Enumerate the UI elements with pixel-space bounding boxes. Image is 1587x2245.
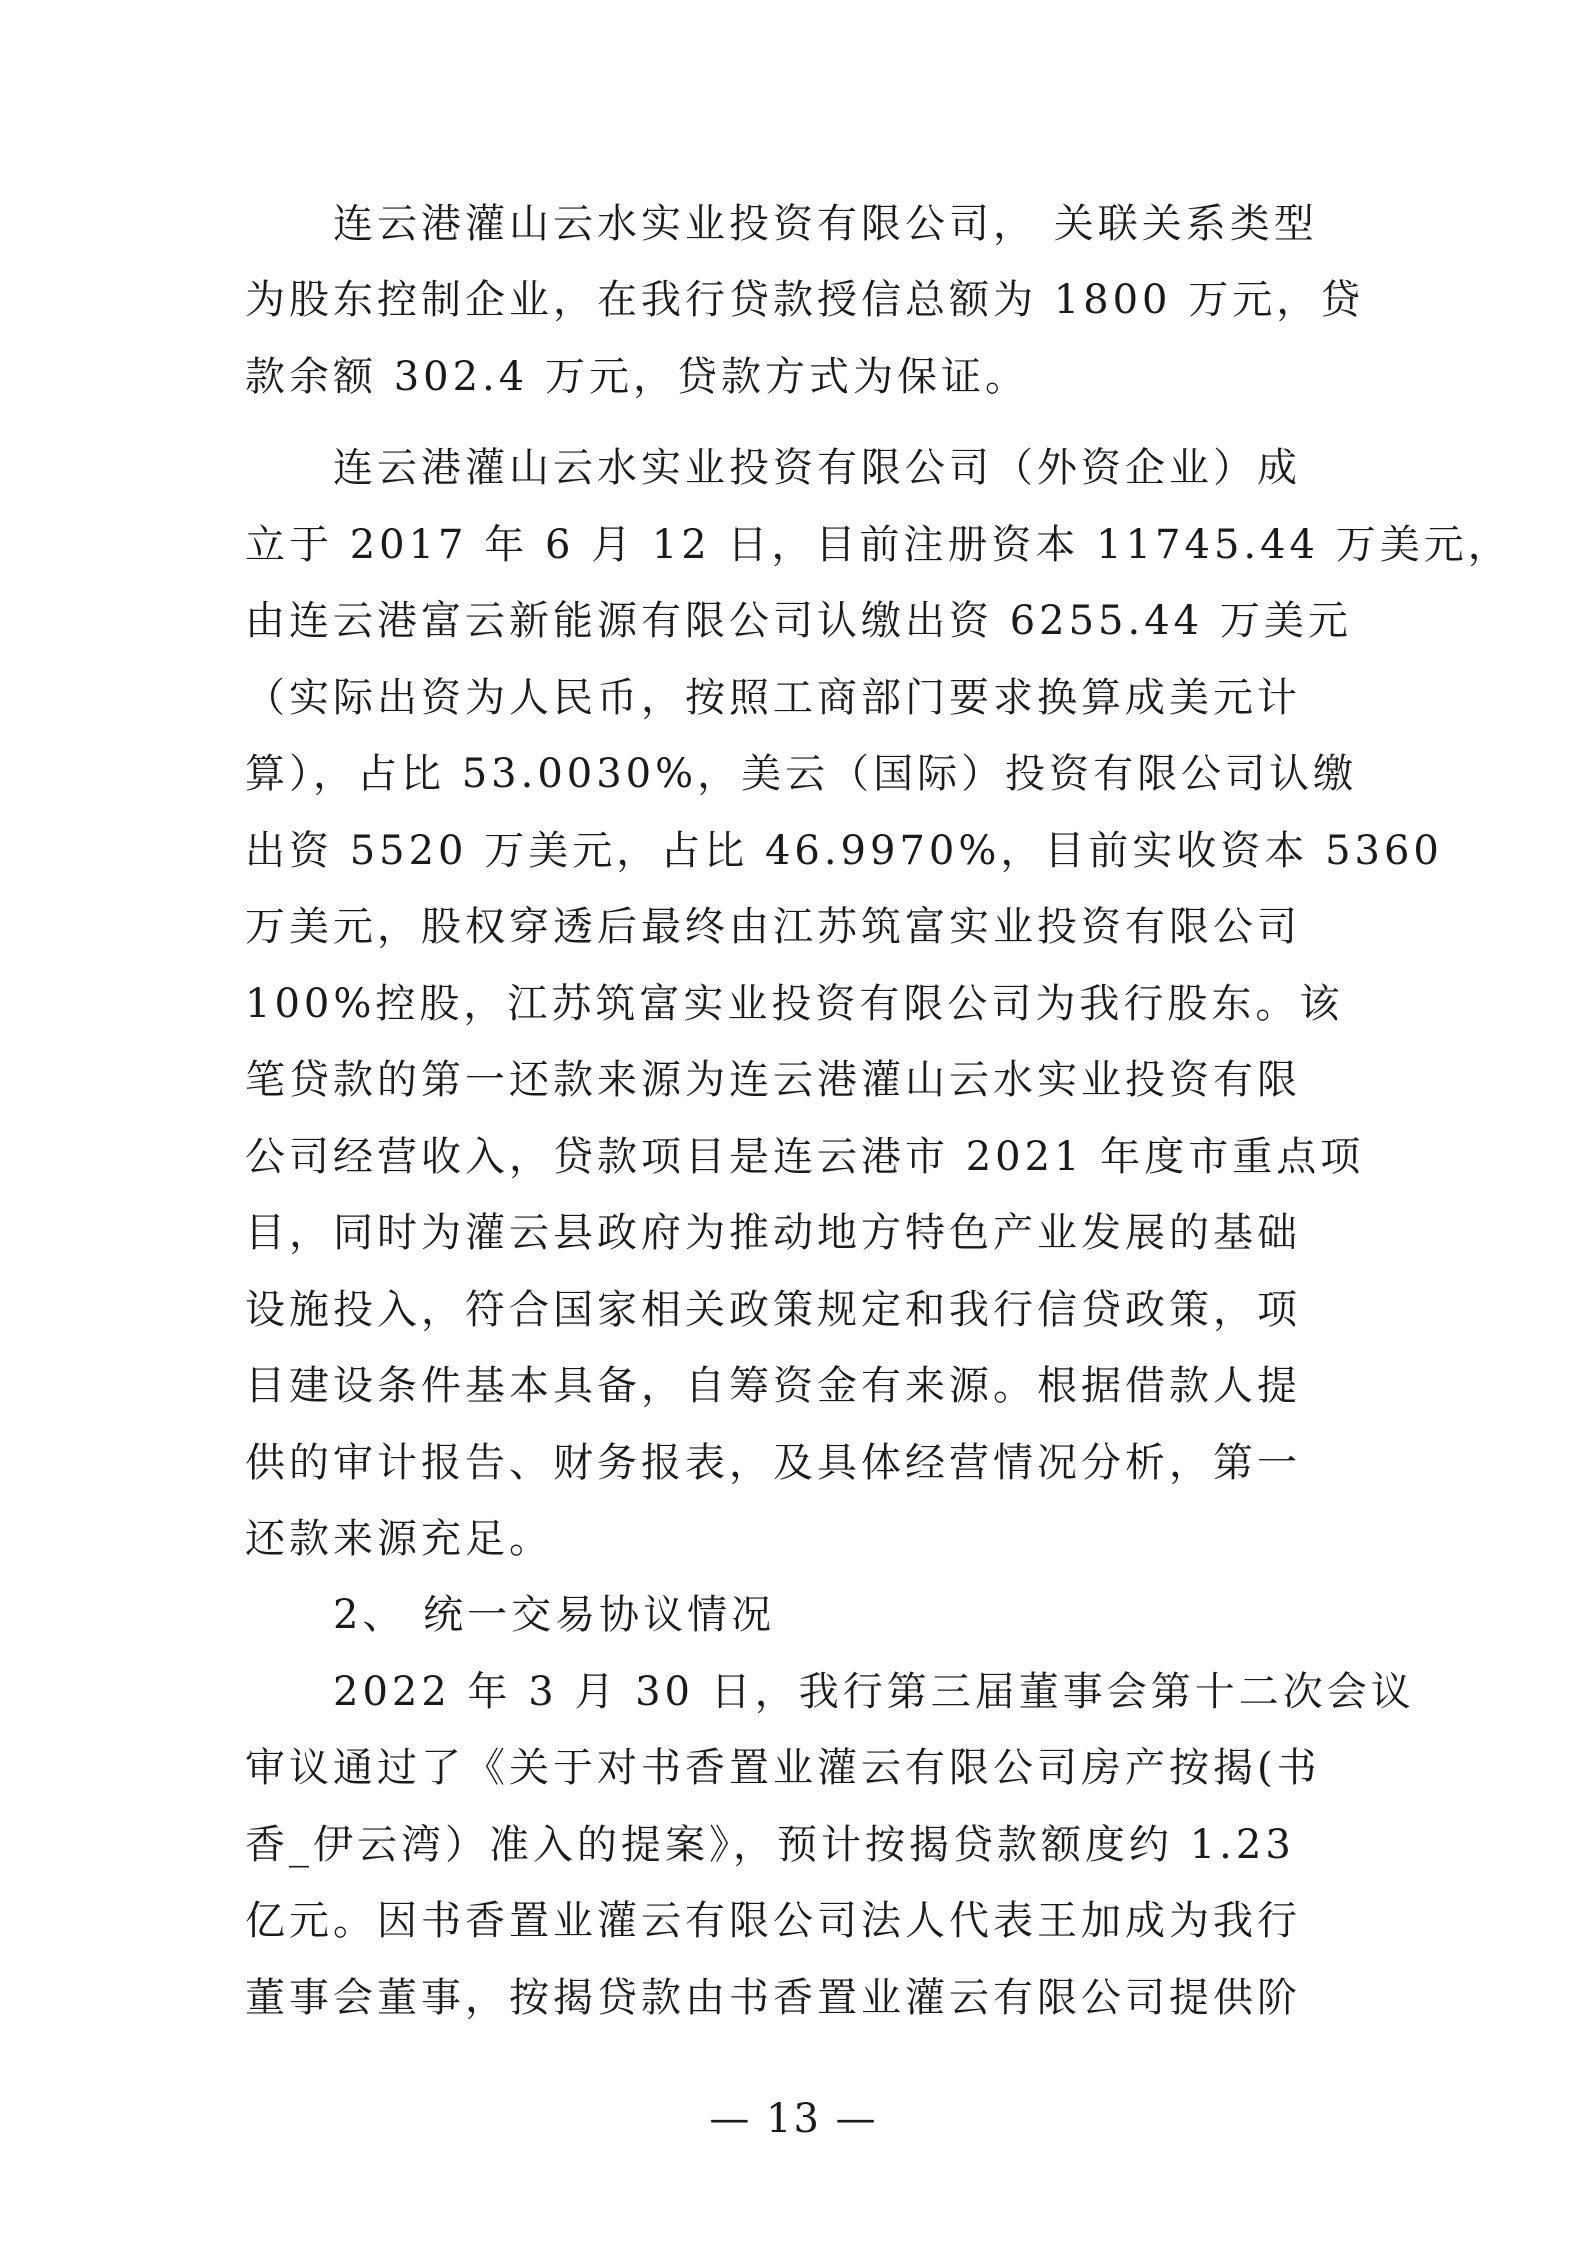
text-line: 还款来源充足。 (245, 1516, 553, 1562)
text-line: 公司经营收入，贷款项目是连云港市 2021 年度市重点项 (245, 1134, 1365, 1180)
text-line: 出资 5520 万美元，占比 46.9970%，目前实收资本 5360 (245, 828, 1443, 874)
text-line: 为股东控制企业，在我行贷款授信总额为 1800 万元，贷 (245, 277, 1365, 323)
text-line: 董事会董事，按揭贷款由书香置业灌云有限公司提供阶 (245, 1975, 1301, 2021)
text-line: 连云港灌山云水实业投资有限公司（外资企业）成 (245, 445, 1301, 491)
text-line: 目建设条件基本具备，自筹资金有来源。根据借款人提 (245, 1363, 1301, 1409)
text-line: 立于 2017 年 6 月 12 日，目前注册资本 11745.44 万美元， (245, 522, 1512, 568)
text-line: 算），占比 53.0030%，美云（国际）投资有限公司认缴 (245, 751, 1358, 797)
text-line: 供的审计报告、财务报表，及具体经营情况分析，第一 (245, 1440, 1301, 1486)
text-line: 目，同时为灌云县政府为推动地方特色产业发展的基础 (245, 1210, 1301, 1256)
text-line: 审议通过了《关于对书香置业灌云有限公司房产按揭(书 (245, 1745, 1321, 1791)
text-line: 万美元，股权穿透后最终由江苏筑富实业投资有限公司 (245, 904, 1301, 950)
text-line: 由连云港富云新能源有限公司认缴出资 6255.44 万美元 (245, 598, 1352, 644)
section-heading: 2、 统一交易协议情况 (245, 1592, 776, 1638)
text-line: 设施投入，符合国家相关政策规定和我行信贷政策，项 (245, 1287, 1301, 1333)
text-line: 100%控股，江苏筑富实业投资有限公司为我行股东。该 (245, 981, 1344, 1027)
text-line: 笔贷款的第一还款来源为连云港灌山云水实业投资有限 (245, 1057, 1301, 1103)
text-line: 2022 年 3 月 30 日，我行第三届董事会第十二次会议 (245, 1669, 1415, 1715)
text-line: 亿元。因书香置业灌云有限公司法人代表王加成为我行 (245, 1898, 1301, 1944)
text-line: （实际出资为人民币，按照工商部门要求换算成美元计 (245, 675, 1301, 721)
text-line: 款余额 302.4 万元，贷款方式为保证。 (245, 354, 1029, 400)
page-number: — 13 — (709, 2096, 878, 2142)
text-line: 连云港灌山云水实业投资有限公司， 关联关系类型 (245, 201, 1318, 247)
text-line: 香_伊云湾）准入的提案》，预计按揭贷款额度约 1.23 (245, 1822, 1295, 1868)
